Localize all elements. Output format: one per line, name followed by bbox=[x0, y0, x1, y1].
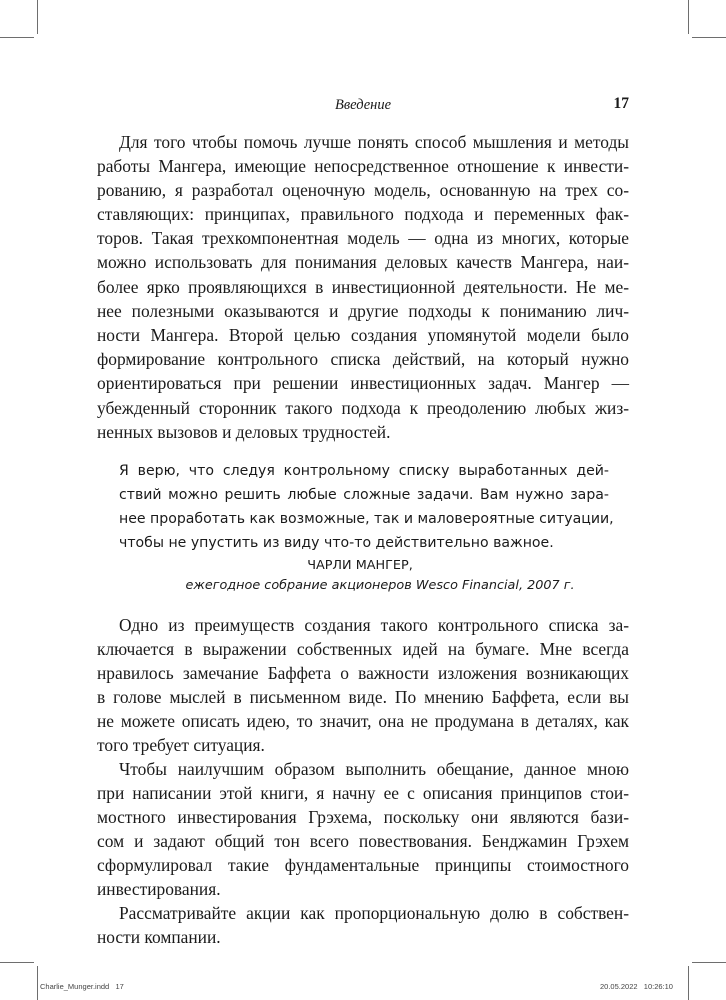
text-line: Чтобы наилучшим образом выполнить обещание, данное мною bbox=[119, 759, 629, 779]
text-line: Для того чтобы помочь лучше понять способ мышления и методы bbox=[119, 132, 629, 152]
text-line: не можете описать идею, то значит, она не продумана в деталях, как bbox=[97, 711, 629, 731]
text-line: ности компании. bbox=[97, 927, 221, 947]
crop-mark-top-left bbox=[37, 0, 38, 34]
text-line: можно использовать для понимания деловых качеств Мангера, наи- bbox=[97, 252, 629, 272]
text-line: Одно из преимуществ создания такого контрольного списка за- bbox=[119, 615, 629, 635]
quote-line: чтобы не упустить из виду что-то действительно важное. bbox=[119, 535, 554, 551]
text-line: ставляющих: принципах, правильного подхода и переменных фак- bbox=[97, 204, 629, 224]
text-line: сом и задают общий тон всего повествования. Бенджамин Грэхем bbox=[97, 831, 629, 851]
text-line: Рассматривайте акции как пропорциональную долю в собствен- bbox=[119, 903, 629, 923]
text-line: более ярко проявляющихся в инвестиционной деятельности. Не ме- bbox=[97, 277, 629, 297]
text-line: нее полезными оказываются и другие подходы к пониманию лич- bbox=[97, 301, 629, 321]
quote-author: ЧАРЛИ МАНГЕР, bbox=[307, 558, 413, 573]
text-line: того требует ситуация. bbox=[97, 735, 265, 755]
text-line: в голове мыслей в письменном виде. По мнению Баффета, если вы bbox=[97, 687, 629, 707]
text-line: работы Мангера, имеющие непосредственное отношение к инвести- bbox=[97, 156, 629, 176]
crop-mark-bottom-right bbox=[688, 966, 689, 1000]
text-line: формирование контрольного списка действий, на который нужно bbox=[97, 349, 629, 369]
text-line: инвестирования. bbox=[97, 879, 221, 899]
crop-mark-left-top bbox=[0, 37, 34, 38]
text-line: при написании этой книги, я начну ее с описания принципов стои- bbox=[97, 783, 629, 803]
text-line: рованию, я разработал оценочную модель, основанную на трех со- bbox=[97, 180, 629, 200]
quote-line: нее проработать как возможные, так и маловероятные ситуации, bbox=[119, 511, 614, 527]
crop-mark-left-bottom bbox=[0, 962, 34, 963]
page-number: 17 bbox=[613, 95, 629, 112]
text-line: мостного инвестирования Грэхема, поскольку они являются бази- bbox=[97, 807, 629, 827]
text-line: ности Мангера. Второй целью создания упомянутой модели было bbox=[97, 325, 629, 345]
text-line: ориентироваться при решении инвестиционных задач. Мангер — bbox=[97, 373, 629, 393]
text-line: нравилось замечание Баффета о важности изложения возникающих bbox=[97, 663, 629, 683]
text-line: ненных вызовов и деловых трудностей. bbox=[97, 422, 391, 442]
text-line: убежденный сторонник такого подхода к преодолению любых жиз- bbox=[97, 398, 629, 418]
running-title: Введение bbox=[334, 97, 392, 113]
crop-mark-bottom-left bbox=[37, 966, 38, 1000]
crop-mark-top-right bbox=[688, 0, 689, 34]
quote-source: ежегодное собрание акционеров Wesco Financial, 2007 г. bbox=[185, 578, 575, 593]
slug-datetime: 20.05.2022 10:26:10 bbox=[600, 982, 673, 991]
text-line: торов. Такая трехкомпонентная модель — одна из многих, которые bbox=[97, 228, 629, 248]
crop-mark-right-bottom bbox=[692, 962, 726, 963]
quote-line: Я верю, что следуя контрольному списку выработанных дей- bbox=[119, 463, 609, 479]
crop-mark-right-top bbox=[692, 37, 726, 38]
slug-file: Charlie_Munger.indd 17 bbox=[40, 982, 124, 991]
quote-line: ствий можно решить любые сложные задачи. Вам нужно зара- bbox=[119, 487, 609, 503]
text-line: сформулировал такие фундаментальные принципы стоимостного bbox=[97, 855, 629, 875]
text-line: ключается в выражении собственных идей на бумаге. Мне всегда bbox=[97, 639, 629, 659]
